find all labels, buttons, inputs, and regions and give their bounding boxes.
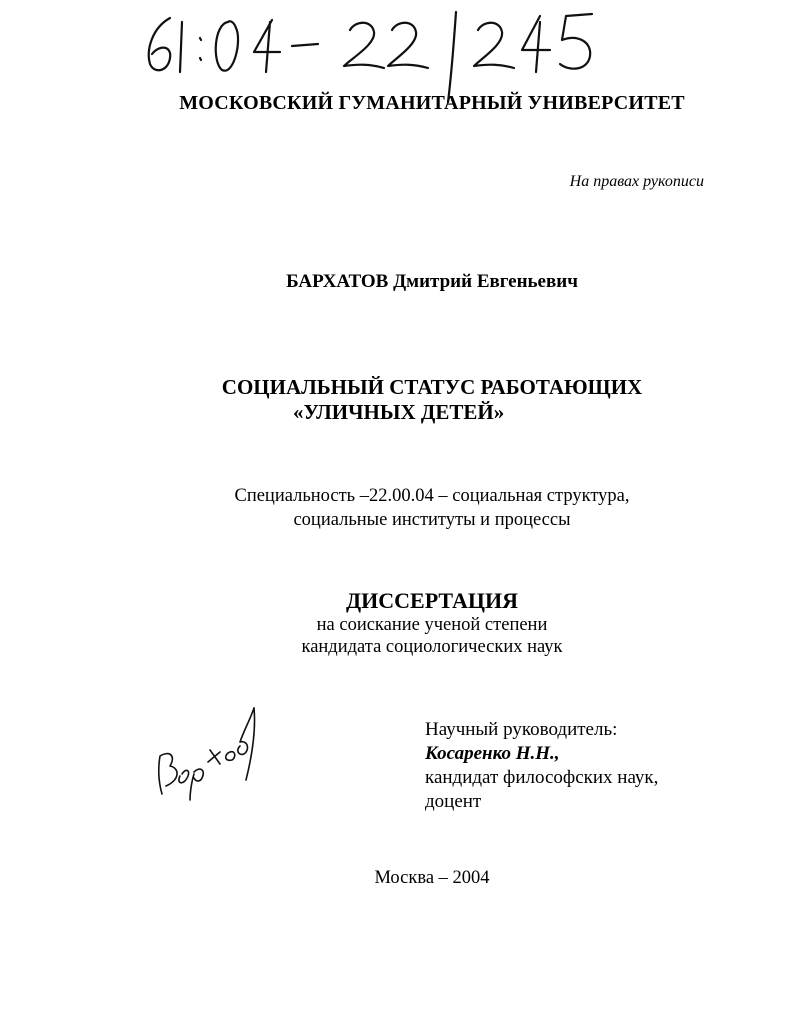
dissertation-title-line-1: СОЦИАЛЬНЫЙ СТАТУС РАБОТАЮЩИХ [221,375,643,399]
supervisor-degree: кандидат философских наук, [425,767,659,788]
specialty-line-1: Специальность –22.00.04 – социальная структура, [234,486,630,506]
supervisor-rank: доцент [425,791,482,812]
city-and-year: Москва – 2004 [374,868,490,888]
university-name: МОСКОВСКИЙ ГУМАНИТАРНЫЙ УНИВЕРСИТЕТ [179,92,685,114]
document-type: ДИССЕРТАЦИЯ [346,588,518,613]
degree-block [0,614,794,658]
degree-line-2: кандидата социологических наук [301,637,563,657]
supervisor-label: Научный руководитель: [425,719,618,740]
manuscript-note: На правах рукописи [569,173,704,190]
supervisor-block [425,718,658,814]
dissertation-title-line-2: «УЛИЧНЫХ ДЕТЕЙ» [293,400,505,424]
specialty-block [0,484,794,532]
specialty-line-2: социальные институты и процессы [293,510,571,530]
supervisor-name: Косаренко Н.Н., [425,743,560,764]
degree-line-1: на соискание ученой степени [316,615,548,635]
handwritten-archive-number [130,0,610,105]
author-name: БАРХАТОВ Дмитрий Евгеньевич [286,271,578,292]
author-signature [140,680,270,810]
